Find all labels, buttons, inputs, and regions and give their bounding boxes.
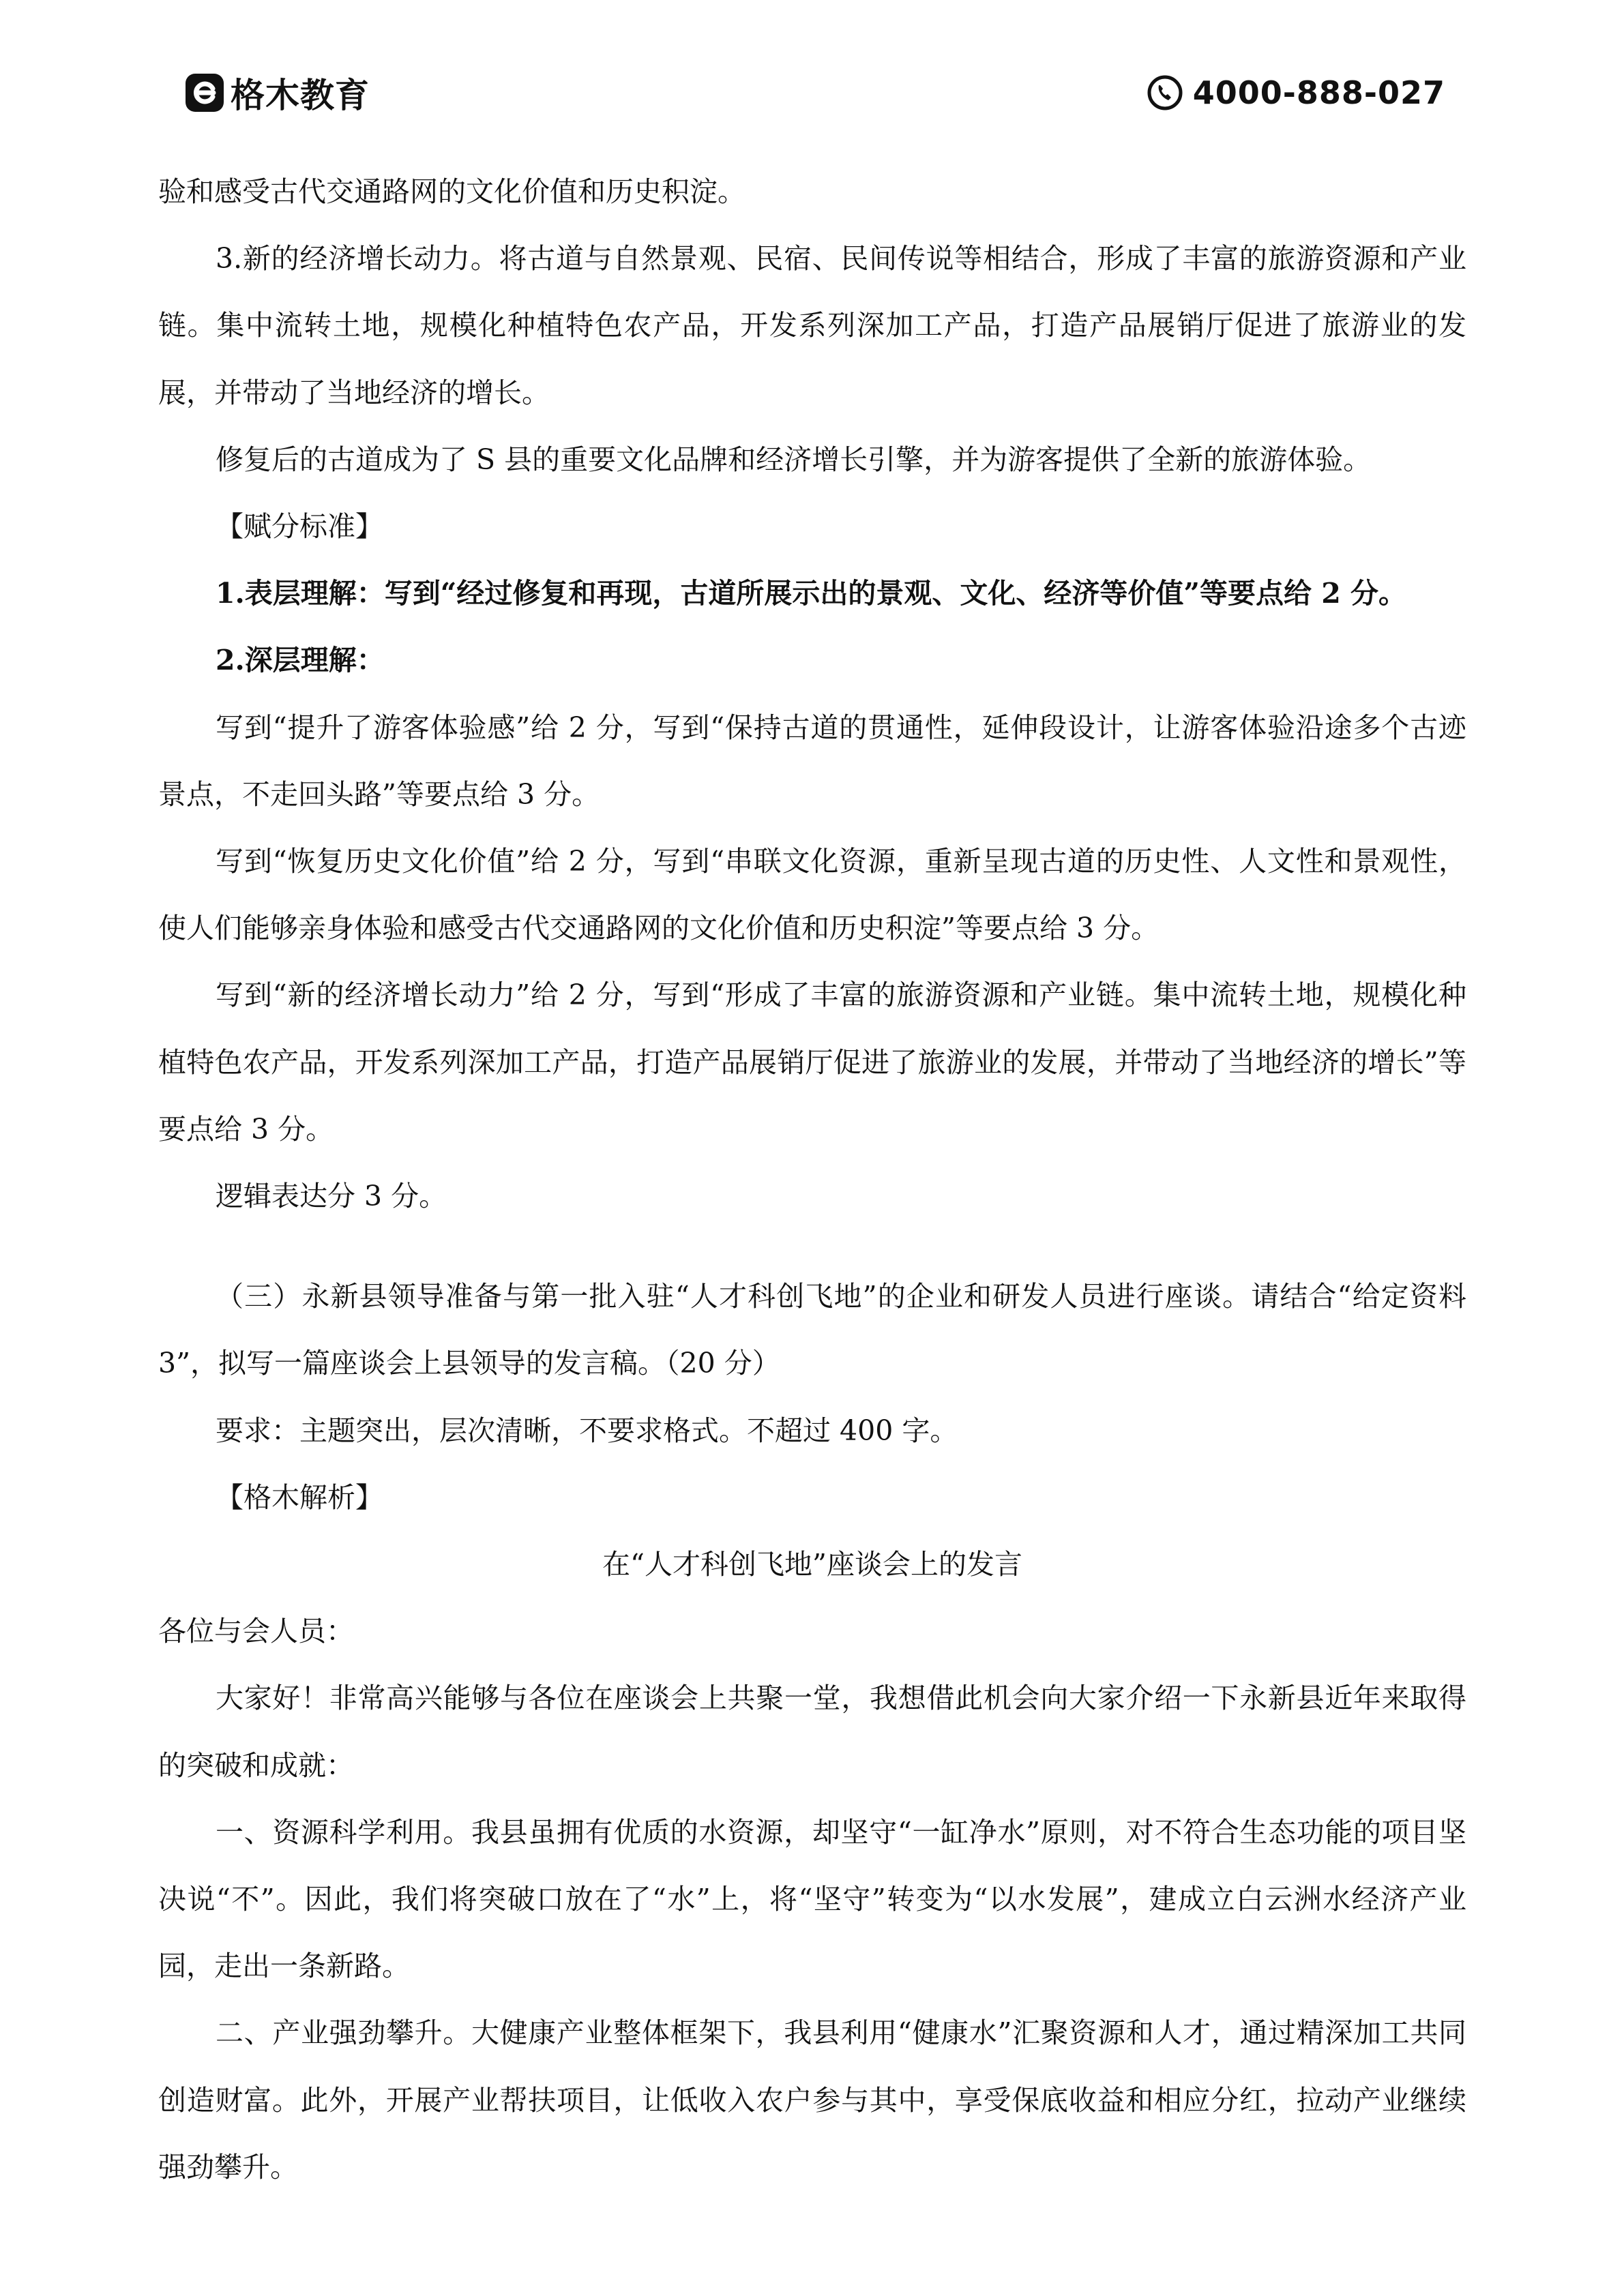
brand-name: 格木教育 — [231, 76, 370, 115]
speech-salutation: 各位与会人员： — [158, 1615, 354, 1648]
criteria-surface-understanding: 1.表层理解：写到“经过修复和再现，古道所展示出的景观、文化、经济等价值”等要点给 2 分。 — [216, 577, 1407, 610]
e-logo-icon — [186, 74, 224, 112]
brand-logo — [186, 71, 370, 115]
speech-point-one: 一、资源科学利用。我县虽拥有优质的水资源，却坚守“一缸净水”原则，对不符合生态功能的项目坚决说“不”。因此，我们将突破口放在了“水”上，将“坚守”转变为“以水发展”，建成立白云洲水经济产业园，走出一条新路。 — [158, 1815, 1466, 1983]
paragraph-continuation: 验和感受古代交通路网的文化价值和历史积淀。 — [158, 175, 745, 208]
document-body — [158, 158, 1466, 2201]
speech-point-two: 二、产业强劲攀升。大健康产业整体框架下，我县利用“健康水”汇聚资源和人才，通过精深加工共同创造财富。此外，开展产业帮扶项目，让低收入农户参与其中，享受保底收益和相应分红，拉动产业继续强劲攀升。 — [158, 2016, 1466, 2183]
speech-opening: 大家好！非常高兴能够与各位在座谈会上共聚一堂，我想借此机会向大家介绍一下永新县近年来取得的突破和成就： — [158, 1682, 1466, 1782]
paragraph-summary: 修复后的古道成为了 S 县的重要文化品牌和经济增长引擎，并为游客提供了全新的旅游体验。 — [216, 443, 1372, 476]
hotline — [1147, 71, 1445, 115]
question-requirements: 要求：主题突出，层次清晰，不要求格式。不超过 400 字。 — [216, 1414, 958, 1447]
criteria-item-logic: 逻辑表达分 3 分。 — [216, 1180, 447, 1213]
question-three: （三）永新县领导准备与第一批入驻“人才科创飞地”的企业和研发人员进行座谈。请结合“给定资料 3”，拟写一篇座谈会上县领导的发言稿。（20 分） — [158, 1280, 1466, 1380]
phone-icon — [1147, 74, 1183, 111]
criteria-deep-understanding: 2.深层理解： — [216, 644, 385, 677]
criteria-item-history: 写到“恢复历史文化价值”给 2 分，写到“串联文化资源，重新呈现古道的历史性、人文性和景观性，使人们能够亲身体验和感受古代交通路网的文化价值和历史积淀”等要点给 3 分。 — [158, 845, 1466, 945]
page-header — [0, 0, 1624, 136]
criteria-item-economy: 写到“新的经济增长动力”给 2 分，写到“形成了丰富的旅游资源和产业链。集中流转土地，规模化种植特色农产品，开发系列深加工产品，打造产品展销厅促进了旅游业的发展，并带动了当地经济的增长”等要点给 3 分。 — [158, 979, 1466, 1146]
criteria-item-experience: 写到“提升了游客体验感”给 2 分，写到“保持古道的贯通性，延伸段设计，让游客体验沿途多个古迹景点，不走回头路”等要点给 3 分。 — [158, 711, 1466, 811]
heading-analysis: 【格木解析】 — [216, 1480, 383, 1514]
paragraph-economic-growth: 3.新的经济增长动力。将古道与自然景观、民宿、民间传说等相结合，形成了丰富的旅游资源和产业链。集中流转土地，规模化种植特色农产品，开发系列深加工产品，打造产品展销厅促进了旅游业的发展，并带动了当地经济的增长。 — [158, 242, 1466, 409]
speech-title: 在“人才科创飞地”座谈会上的发言 — [602, 1548, 1022, 1581]
heading-scoring-criteria: 【赋分标准】 — [216, 510, 383, 543]
section-spacer — [158, 1229, 1466, 1263]
phone-number: 4000-888-027 — [1192, 74, 1445, 111]
